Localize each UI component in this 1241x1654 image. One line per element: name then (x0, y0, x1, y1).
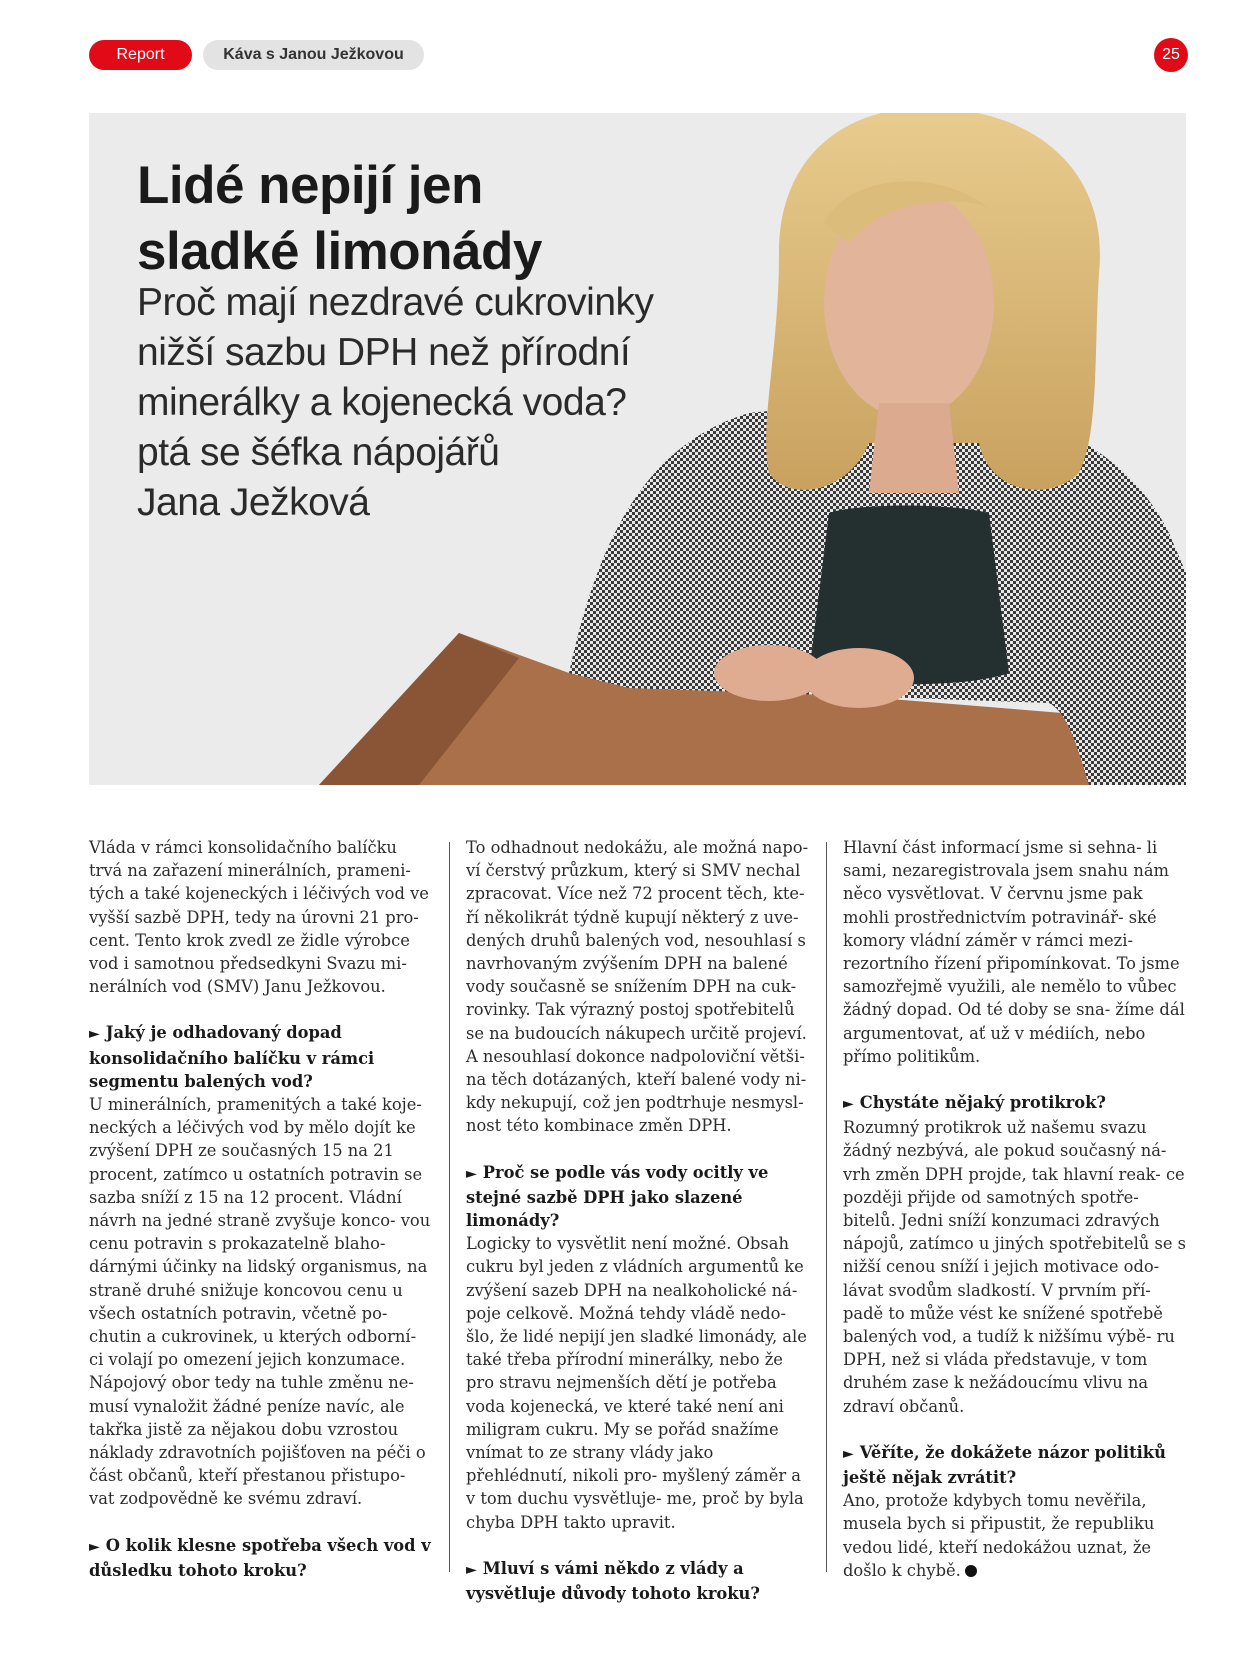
answer-1: U minerálních, pramenitých a také koje- neckých a léčivých vod by mělo dojít ke zvýšení DPH ze současných 15 na 21 procent, zatímco u ostatních potravin se sazba sníží z 15 na 12 procent. Vládní návrh na jedné straně zvyšuje konco- vou cenu potravin s prokazatelně blaho- dárnými účinky na lidský organismus, na straně druhé snižuje koncovou cenu u všech ostatních potravin, včetně po- chutin a cukrovinek, u kterých odborní- ci volají po omezení jejich konzumace. Nápojový obor tedy na tuhle změnu ne- musí vynaložit žádné peníze navíc, ale takřka jistě za nějakou dobu vzrostou náklady zdravotních pojišťoven na péči o část občanů, kteří přestanou přistupo- vat zodpovědně ke svému zdraví. (89, 1095, 431, 1509)
answer-3: Logicky to vysvětlit není možné. Obsah cukru byl jeden z vládních argumentů ke zvýšení sazeb DPH na nealkoholické ná- poje celkově. Možná tehdy vládě nedo- šlo, že lidé nepijí jen sladké limonády, ale také třeba přírodní minerálky, nebo že pro stravu nejmenších dětí je potřeba voda kojenecká, ve které také není ani miligram cukru. My se pořád snažíme vnímat to ze strany vlády jako přehlédnutí, nikoli pro- myšlený záměr a v tom duchu vysvětluje- me, proč by byla chyba DPH takto upravit. (466, 1234, 807, 1532)
deck-line-5: Jana Ježková (137, 481, 370, 524)
headline (137, 153, 757, 285)
arrow-icon: ► (843, 1445, 854, 1462)
question-5: ► Chystáte nějaký protikrok? (843, 1093, 1106, 1113)
deck-line-1: Proč mají nezdravé cukrovinky (137, 281, 654, 324)
section-tag: Report (89, 40, 192, 70)
article-column-2 (466, 836, 809, 1605)
column-divider (826, 842, 827, 1572)
headline-line-2: sladké limonády (137, 222, 542, 281)
answer-6: Ano, protože kdybych tomu nevěřila, musela bych si připustit, že republiku vedou lidé, kteří nedokážou uznat, že došlo k chybě. (843, 1491, 1155, 1580)
deck (137, 278, 727, 528)
deck-line-2: nižší sazbu DPH než přírodní (137, 331, 631, 374)
article-column-3 (843, 836, 1186, 1582)
arrow-icon: ► (843, 1096, 854, 1113)
series-tag: Káva s Janou Ježkovou (203, 40, 424, 70)
headline-line-1: Lidé nepijí jen (137, 156, 483, 215)
intro-paragraph: Vláda v rámci konsolidačního balíčku trvá na zařazení minerálních, prameni- tých a také kojeneckých i léčivých vod ve vyšší sazbě DPH, tedy na úrovni 21 pro- cent. Tento krok zvedl ze židle výrobce vod i samotnou předsedkyni Svazu mi- nerálních vod (SMV) Janu Ježkovou. (89, 838, 429, 997)
neck (869, 403, 959, 493)
end-mark-icon (965, 1565, 977, 1577)
arrow-icon: ► (466, 1561, 477, 1578)
page-number: 25 (1154, 38, 1188, 72)
question-1: ► Jaký je odhadovaný dopad konsolidačního balíčku v rámci segmentu balených vod? (89, 1023, 375, 1091)
hero-banner (89, 113, 1186, 785)
question-2: ► O kolik klesne spotřeba všech vod v důsledku tohoto kroku? (89, 1535, 431, 1580)
column-divider (449, 842, 450, 1572)
answer-4: Hlavní část informací jsme si sehna- li sami, nezaregistrovala jsem snahu nám něco vysvětlovat. V červnu jsme pak mohli prostřednictvím potravinář- ské komory vládní záměr v rámci mezi- rezortního řízení připomínkovat. To jsme samozřejmě využili, ale nemělo to vůbec žádný dopad. Od té doby se sna- žíme dál argumentovat, ať už v médiích, nebo přímo politikům. (843, 838, 1185, 1066)
article-column-1 (89, 836, 434, 1582)
deck-line-4: ptá se šéfka nápojářů (137, 431, 500, 474)
question-6: ► Věříte, že dokážete názor politiků ještě nějak zvrátit? (843, 1442, 1166, 1488)
hand-right (804, 648, 914, 708)
deck-line-3: minerálky a kojenecká voda? (137, 381, 627, 424)
arrow-icon: ► (89, 1538, 100, 1555)
answer-5: Rozumný protikrok už našemu svazu žádný nezbývá, ale pokud současný ná- vrh změn DPH projde, tak hlavní reak- ce později přijde od samotných spotře- bitelů. Jedni sníží konzumaci zdravých nápojů, zatímco u jiných spotřebitelů se s nižší cenou sníží i jejich motivace odo- lávat svodům sladkostí. V prvním pří- padě to může vést ke snížené spotřebě balených vod, a tudíž k nižšímu výbě- ru DPH, než si vláda představuje, v tom druhém zase k nežádoucímu vlivu na zdraví občanů. (843, 1118, 1186, 1416)
arrow-icon: ► (466, 1165, 477, 1182)
arrow-icon: ► (89, 1026, 100, 1043)
answer-2: To odhadnout nedokážu, ale možná napo- ví čerstvý průzkum, který si SMV nechal zpracovat. Více než 72 procent těch, kte- ří několikrát týdně kupují některý z uve- dených druhů balených vod, nesouhlasí s navrhovaným zvýšením DPH na balené vody současně se snížením DPH na cuk- rovinky. Tak výrazný postoj spotřebitelů se na budoucích nákupech určitě projeví. A nesouhlasí dokonce nadpoloviční větši- na těch dotázaných, kteří balené vody ni- kdy nekupují, což jen podtrhuje nesmysl- nost této kombinace změn DPH. (466, 838, 809, 1136)
question-3: ► Proč se podle vás vody ocitly ve stejné sazbě DPH jako slazené limonády? (466, 1162, 769, 1231)
question-4: ► Mluví s vámi někdo z vlády a vysvětluje důvody tohoto kroku? (466, 1558, 760, 1604)
